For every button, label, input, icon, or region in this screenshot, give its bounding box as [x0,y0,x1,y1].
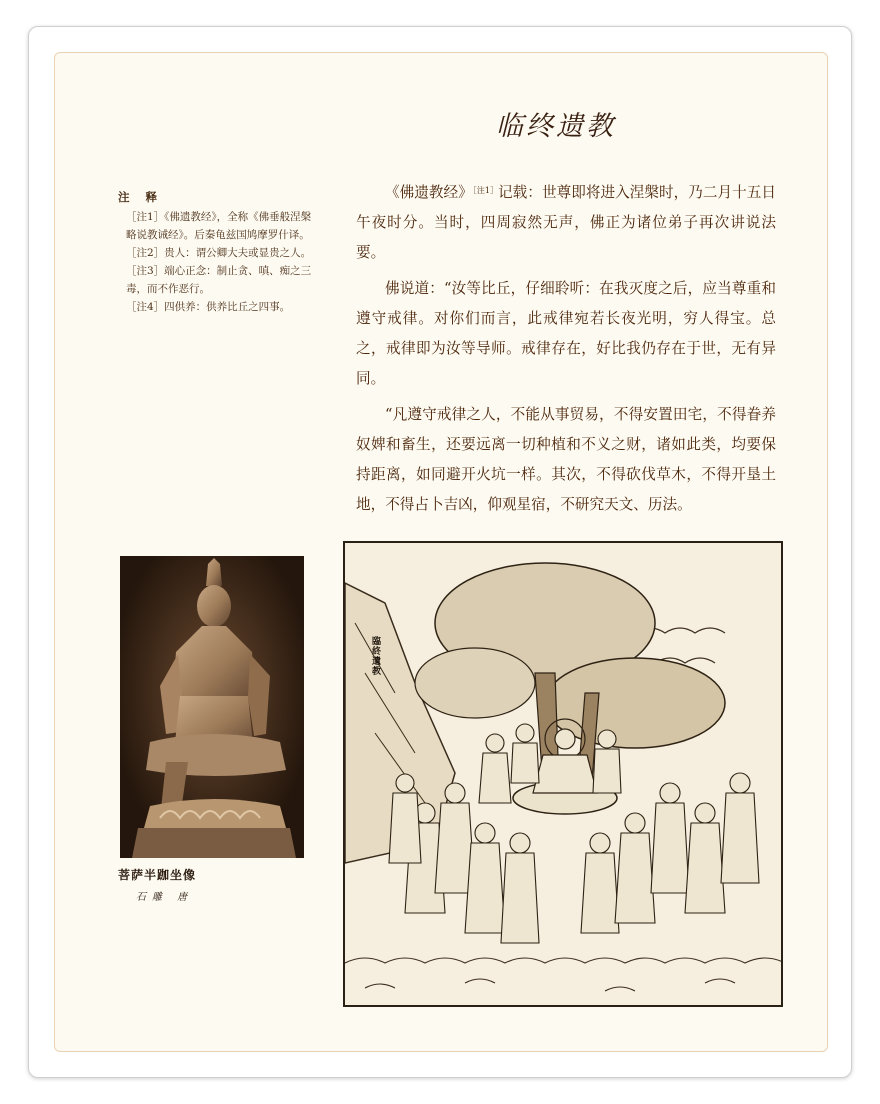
woodcut-inscription: 臨終遺教 [370,636,380,676]
photo-subcaption: 石雕 唐 [136,892,194,903]
note-item: ［注3］端心正念：制止贪、嗔、痴之三毒，而不作恶行。 [126,265,312,295]
paragraph-1-text: 记载：世尊即将进入涅槃时，乃二月十五日午夜时分。当时，四周寂然无声，佛正为诸位弟子再次讲说法要。 [356,184,776,261]
woodcut-illustration [343,541,783,1007]
note-item: ［注4］四供养：供养比丘之四事。 [126,301,291,313]
paragraph-2: 佛说道：“汝等比丘，仔细聆听：在我灭度之后，应当尊重和遵守戒律。对你们而言，此戒律宛若长夜光明，穷人得宝。总之，戒律即为汝等导师。戒律存在，好比我仍存在于世，无有异同。 [356,280,776,387]
main-text [356,178,776,526]
woodcut-image [345,543,781,1005]
statue-image [120,556,304,858]
paragraph-1 [356,178,776,268]
page-title: 临终遗教 [496,111,616,142]
notes-section [118,188,314,316]
sutra-title: 《佛遗教经》 [385,184,473,201]
note-item: ［注1］《佛遗教经》，全称《佛垂般涅槃略说教诫经》。后秦龟兹国鸠摩罗什译。 [126,211,312,241]
bodhisattva-statue-photo [120,556,304,858]
notes-heading: 注 释 [118,190,164,204]
footnote-ref: ［注1］ [472,186,499,195]
photo-caption: 菩萨半跏坐像 [118,868,197,882]
paragraph-3: “凡遵守戒律之人，不能从事贸易，不得安置田宅，不得眷养奴婢和畜生，还要远离一切种植和不义之财，诸如此类，均要保持距离，如同避开火坑一样。其次，不得砍伐草木，不得开垦土地，不得占卜吉凶，仰观星宿，不研究天文、历法。 [356,406,776,513]
note-item: ［注2］贵人：谓公卿大夫或显贵之人。 [126,247,312,259]
